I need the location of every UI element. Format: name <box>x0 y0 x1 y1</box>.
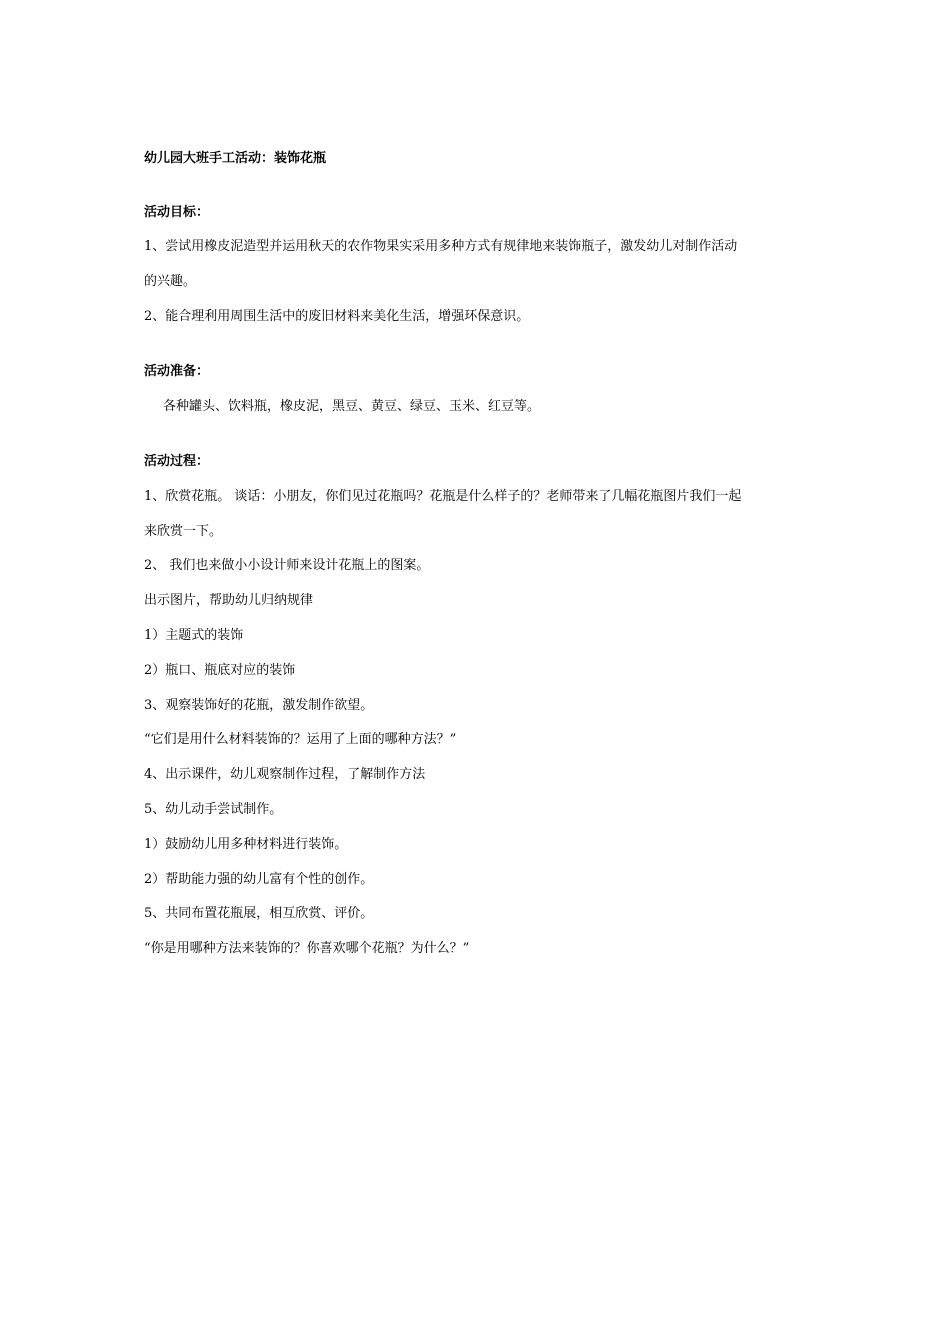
process-step-6: 5、共同布置花瓶展，相互欣赏、评价。 <box>144 906 374 921</box>
preparation-text: 各种罐头、饮料瓶，橡皮泥，黑豆、黄豆、绿豆、玉米、红豆等。 <box>163 399 541 414</box>
process-step-5-b: 2）帮助能力强的幼儿富有个性的创作。 <box>144 872 374 887</box>
process-step-1-line-1: 1、欣赏花瓶。 谈话：小朋友，你们见过花瓶吗？花瓶是什么样子的？老师带来了几幅花瓶图片我们一起 <box>144 489 742 504</box>
process-step-2-c: 2）瓶口、瓶底对应的装饰 <box>144 663 296 678</box>
process-step-5-a: 1）鼓励幼儿用多种材料进行装饰。 <box>144 837 348 852</box>
process-step-6-question: “你是用哪种方法来装饰的？你喜欢哪个花瓶？为什么？” <box>144 941 470 956</box>
goal-item-1-line-2: 的兴趣。 <box>144 274 197 289</box>
process-step-2: 2、 我们也来做小小设计师来设计花瓶上的图案。 <box>144 558 430 573</box>
goal-item-2: 2、能合理利用周围生活中的废旧材料来美化生活，增强环保意识。 <box>144 309 530 324</box>
preparation-heading: 活动准备： <box>144 364 210 379</box>
process-heading: 活动过程： <box>144 454 210 469</box>
process-step-1-line-2: 来欣赏一下。 <box>144 524 223 539</box>
process-step-3-question: “它们是用什么材料装饰的？运用了上面的哪种方法？” <box>144 732 457 747</box>
process-step-2-a: 出示图片，帮助幼儿归纳规律 <box>144 593 314 608</box>
process-step-5: 5、幼儿动手尝试制作。 <box>144 802 283 817</box>
document-title: 幼儿园大班手工活动：装饰花瓶 <box>144 151 327 166</box>
process-step-4: 4、出示课件，幼儿观察制作过程，了解制作方法 <box>144 767 426 782</box>
process-step-3: 3、观察装饰好的花瓶，激发制作欲望。 <box>144 698 374 713</box>
goals-heading: 活动目标： <box>144 205 210 220</box>
goal-item-1-line-1: 1、尝试用橡皮泥造型并运用秋天的农作物果实采用多种方式有规律地来装饰瓶子，激发幼儿对制作活动 <box>144 239 738 254</box>
process-step-2-b: 1）主题式的装饰 <box>144 628 244 643</box>
